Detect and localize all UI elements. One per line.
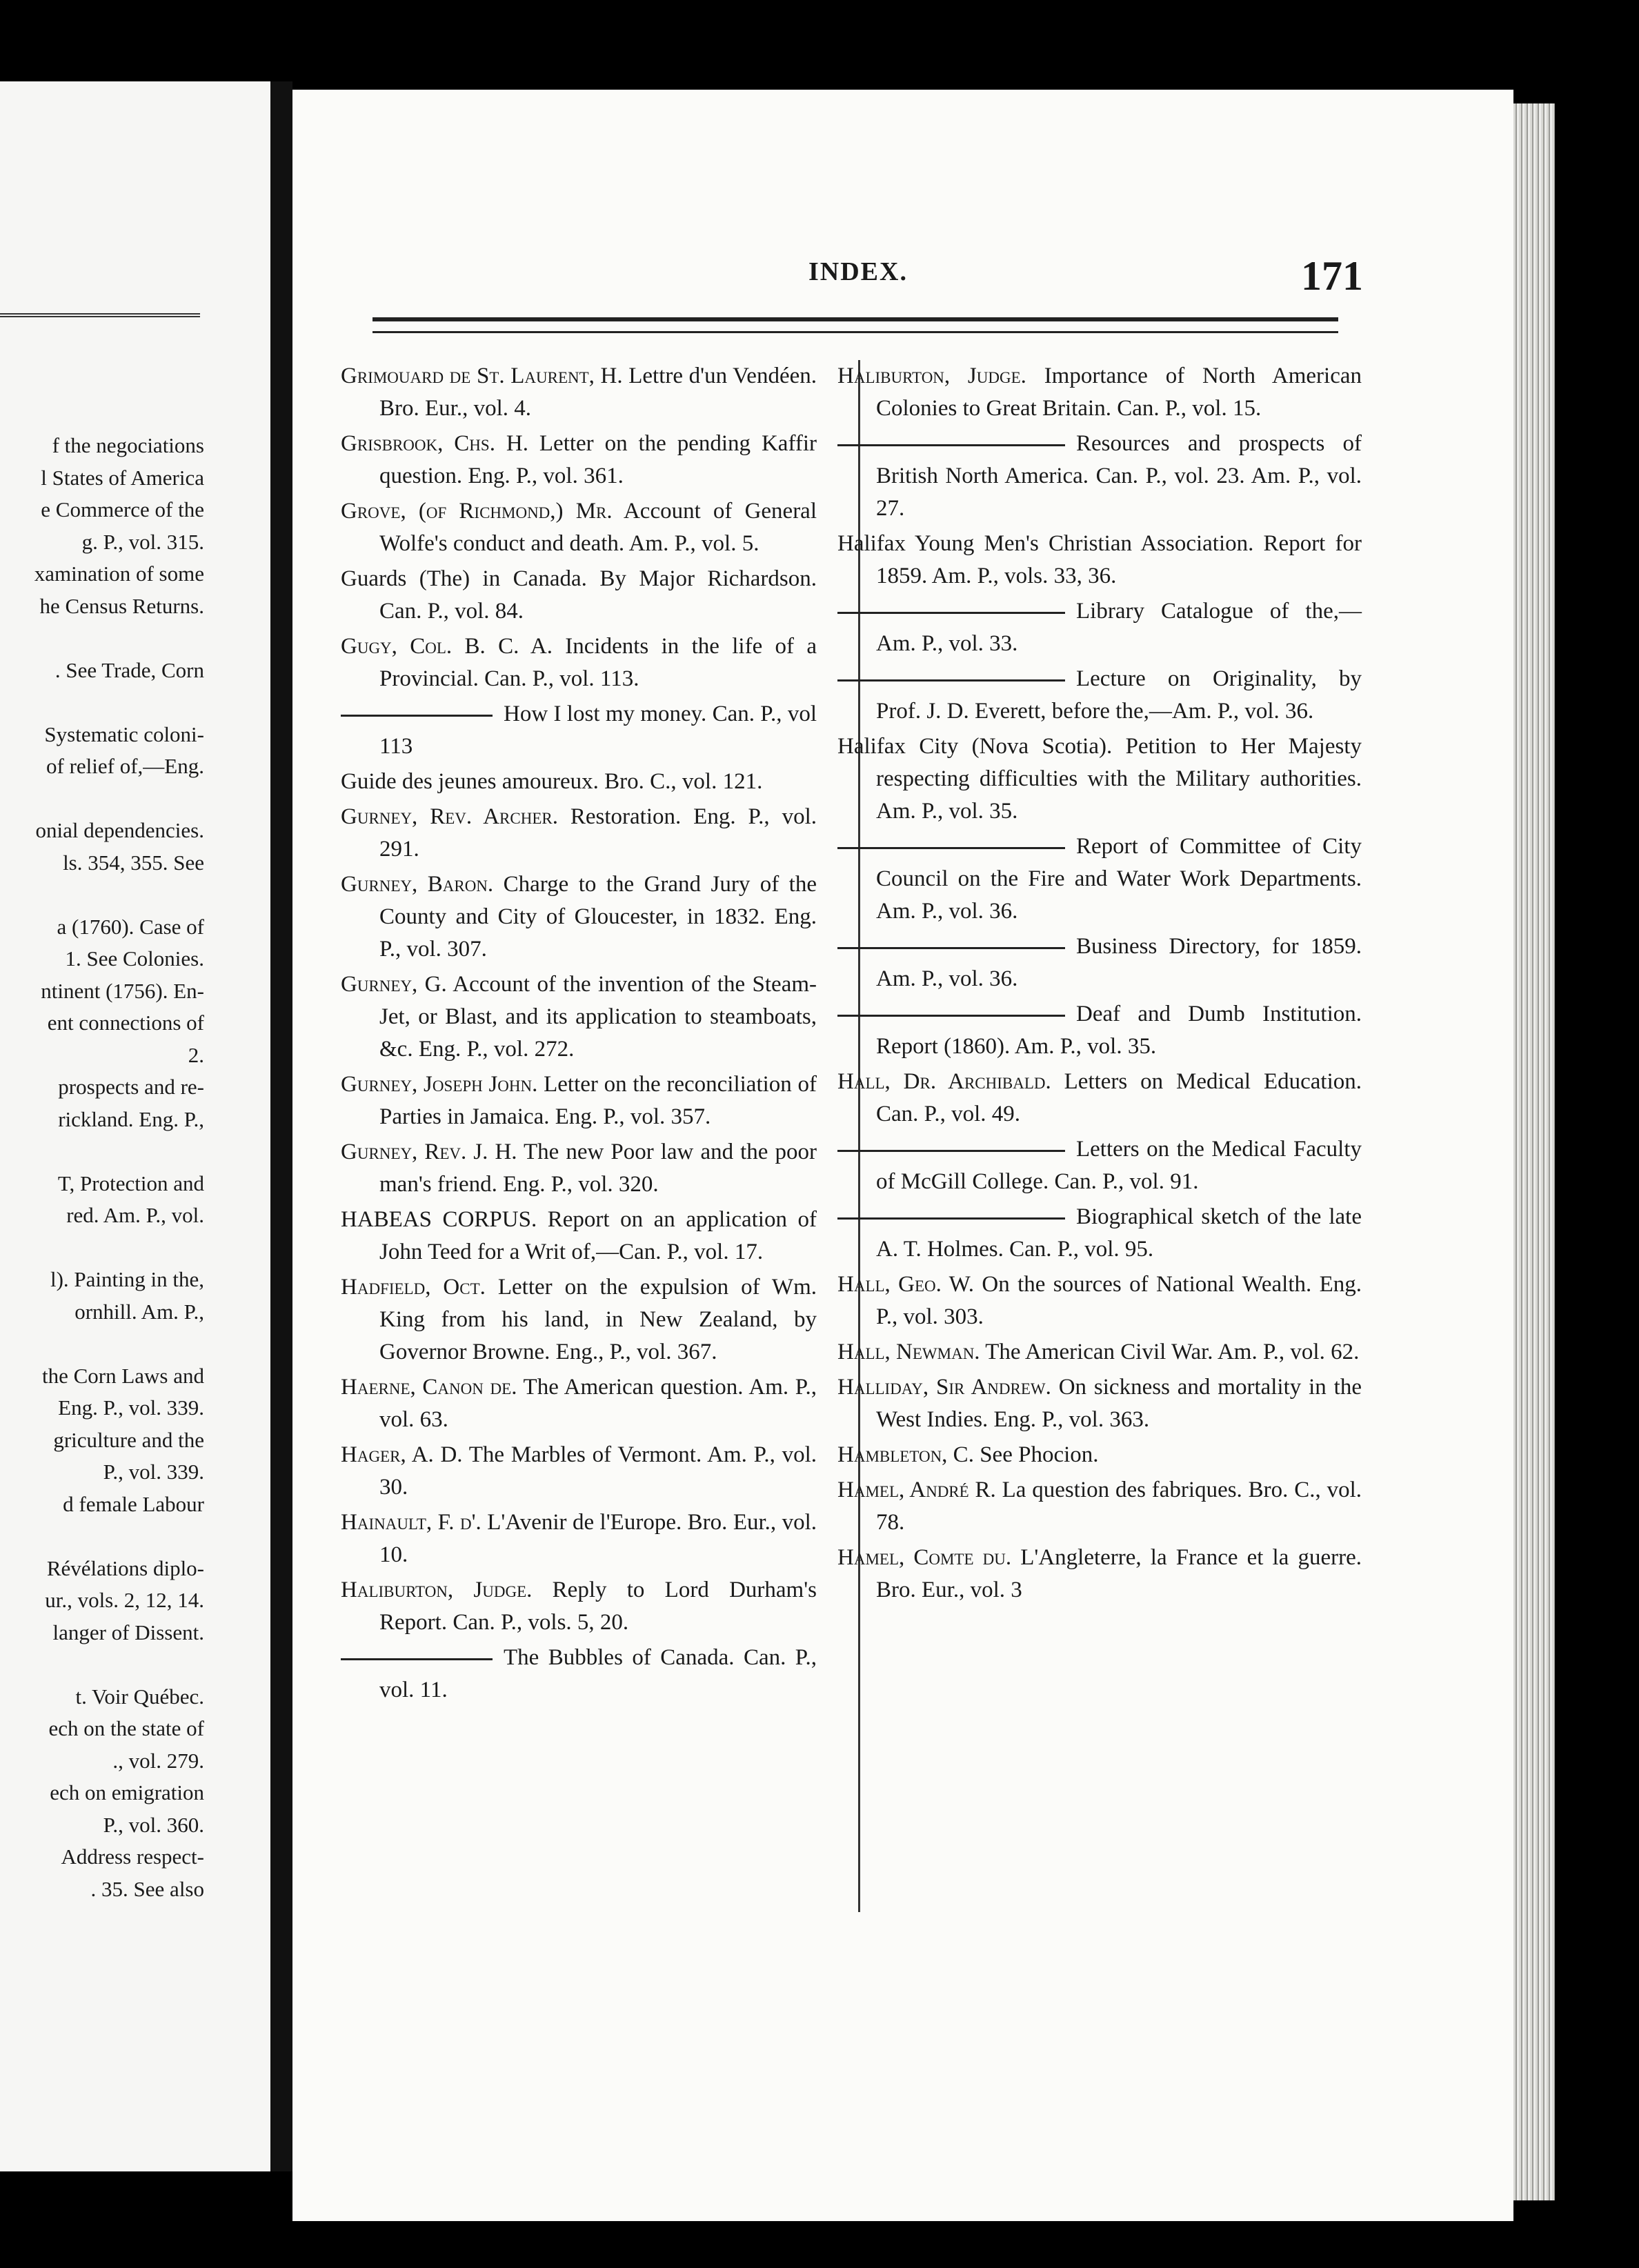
index-entry <box>837 1336 1362 1369</box>
left-page-line: ls. 354, 355. See <box>63 850 204 875</box>
index-entry <box>837 1542 1362 1606</box>
index-entry <box>341 1271 817 1369</box>
index-entry <box>341 1506 817 1571</box>
index-entry <box>837 830 1362 928</box>
entry-text: Letter on the expulsion of Wm. King from his land, in New Zealand, by Governor Browne. Eng., P., vol. 367. <box>379 1275 817 1364</box>
page-edges <box>1513 103 1555 2200</box>
entry-text: Deaf and Dumb Institution. Report (1860). Am. P., vol. 35. <box>876 1002 1362 1059</box>
entry-text: On the sources of National Wealth. Eng. P., vol. 303. <box>876 1272 1362 1329</box>
index-entry <box>341 968 817 1066</box>
book-gutter <box>270 81 292 2171</box>
ditto-dash <box>837 612 1065 614</box>
left-page-line: ur., vols. 2, 12, 14. <box>45 1588 204 1612</box>
entry-text: Lecture on Originality, by Prof. J. D. Everett, before the,—Am. P., vol. 36. <box>876 666 1362 724</box>
entry-text: Guide des jeunes amoureux. Bro. C., vol. 121. <box>341 769 763 794</box>
entry-text: On sickness and mortality in the West Indies. Eng. P., vol. 363. <box>876 1375 1362 1432</box>
left-page-line: . 35. See also <box>90 1876 204 1901</box>
entry-text: Biographical sketch of the late A. T. Holmes. Can. P., vol. 95. <box>876 1204 1362 1262</box>
entry-name: Gurney, G. <box>341 972 447 997</box>
left-page-line: l States of America <box>41 465 204 490</box>
left-page-line: onial dependencies. <box>35 818 204 842</box>
index-entry <box>837 663 1362 728</box>
entry-name: Haliburton, Judge. <box>837 364 1026 388</box>
entry-name: Grisbrook, Chs. H. <box>341 431 528 456</box>
entry-text: Account of General Wolfe's conduct and death. Am. P., vol. 5. <box>379 499 817 556</box>
entry-text: See Phocion. <box>980 1442 1099 1467</box>
index-entry <box>341 1136 817 1201</box>
left-page-line: xamination of some <box>34 561 204 586</box>
index-entry <box>341 868 817 966</box>
entry-text: Letter on the pending Kaffir question. Eng. P., vol. 361. <box>379 431 817 488</box>
entry-name: Haerne, Canon de. <box>341 1375 517 1400</box>
left-page-line: g. P., vol. 315. <box>81 529 204 554</box>
left-page-line: prospects and re- <box>58 1075 204 1099</box>
entry-text: Halifax Young Men's Christian Association. Report for 1859. Am. P., vols. 33, 36. <box>837 531 1362 588</box>
left-page-line: f the negociations <box>52 433 204 457</box>
entry-text: Reply to Lord Durham's Report. Can. P., vols. 5, 20. <box>379 1578 817 1635</box>
entry-text: Account of the invention of the Steam-Jet, or Blast, and its application to steamboats, &c. Eng. P., vol. 272. <box>379 972 817 1062</box>
entry-text: Halifax City (Nova Scotia). Petition to Her Majesty respecting difficulties with the Military authorities. Am. P., vol. 35. <box>837 734 1362 824</box>
left-page-line: he Census Returns. <box>39 593 204 618</box>
entry-name: Grimouard de St. Laurent, H. <box>341 364 623 388</box>
ditto-dash <box>837 847 1065 849</box>
left-page-line: P., vol. 360. <box>103 1812 204 1837</box>
entry-text: L'Angleterre, la France et la guerre. Bro. Eur., vol. 3 <box>876 1545 1362 1602</box>
left-page-line: d female Labour <box>63 1491 204 1516</box>
ditto-dash <box>837 1015 1065 1017</box>
ditto-dash <box>837 444 1065 446</box>
index-entry <box>341 360 817 425</box>
left-page-rule <box>0 313 200 317</box>
entry-text: The Bubbles of Canada. Can. P., vol. 11. <box>379 1645 817 1702</box>
entry-name: Gurney, Joseph John. <box>341 1072 538 1097</box>
entry-text: Lettre d'un Vendéen. Bro. Eur., vol. 4. <box>379 364 817 421</box>
left-page-line: ntinent (1756). En- <box>41 978 204 1003</box>
index-entry <box>341 1642 817 1707</box>
entry-text: Report of Committee of City Council on the Fire and Water Work Departments. Am. P., vol. 36. <box>876 834 1362 924</box>
left-page-line: the Corn Laws and <box>41 1363 204 1388</box>
entry-text: La question des fabriques. Bro. C., vol. 78. <box>876 1478 1362 1535</box>
left-page-line: rickland. Eng. P., <box>58 1106 204 1131</box>
entry-name: Hamel, André R. <box>837 1478 996 1502</box>
left-page-line: ech on emigration <box>50 1780 204 1804</box>
left-page <box>0 81 270 2171</box>
entry-text: Library Catalogue of the,—Am. P., vol. 33. <box>876 599 1362 656</box>
ditto-dash <box>341 1658 493 1660</box>
entry-name: Hall, Geo. W. <box>837 1272 975 1297</box>
entry-text: Resources and prospects of British North America. Can. P., vol. 23. Am. P., vol. 27. <box>876 431 1362 521</box>
header-rule <box>372 317 1338 333</box>
index-entry <box>837 528 1362 593</box>
left-page-line: griculture and the <box>53 1427 204 1452</box>
page-title: INDEX. <box>808 257 908 286</box>
left-page-line: t. Voir Québec. <box>75 1684 204 1709</box>
index-entry <box>341 495 817 560</box>
entry-name: Hainault, F. d'. <box>341 1510 481 1535</box>
entry-name: Gurney, Baron. <box>341 872 494 897</box>
index-column-left <box>341 360 817 1709</box>
index-entry <box>341 630 817 695</box>
left-page-line: ., vol. 279. <box>112 1748 204 1773</box>
entry-text: How I lost my money. Can. P., vol 113 <box>379 702 817 759</box>
left-page-line: T, Protection and <box>57 1171 204 1195</box>
ditto-dash <box>837 1217 1065 1220</box>
index-entry <box>341 801 817 866</box>
index-entry <box>837 931 1362 995</box>
index-entry <box>837 730 1362 828</box>
index-entry <box>341 1371 817 1436</box>
index-entry <box>837 428 1362 525</box>
entry-name: Hall, Dr. Archibald. <box>837 1069 1051 1094</box>
entry-text: The American question. Am. P., vol. 63. <box>379 1375 817 1432</box>
left-page-line: 2. <box>188 1042 204 1067</box>
ditto-dash <box>837 1150 1065 1152</box>
index-entry <box>837 595 1362 660</box>
left-page-line: of relief of,—Eng. <box>46 754 204 778</box>
index-entry <box>341 563 817 628</box>
ditto-dash <box>837 947 1065 949</box>
entry-name: Gurney, Rev. J. H. <box>341 1140 517 1164</box>
index-entry <box>837 998 1362 1063</box>
index-entry <box>341 1439 817 1504</box>
index-entry <box>837 1133 1362 1198</box>
entry-name: Gurney, Rev. Archer. <box>341 804 558 829</box>
entry-text: HABEAS CORPUS. Report on an application of John Teed for a Writ of,—Can. P., vol. 17. <box>341 1207 817 1264</box>
left-page-line: Eng. P., vol. 339. <box>58 1395 204 1420</box>
entry-text: Letters on the Medical Faculty of McGill College. Can. P., vol. 91. <box>876 1137 1362 1194</box>
entry-text: Letters on Medical Education. Can. P., vol. 49. <box>876 1069 1362 1126</box>
index-entry <box>837 360 1362 425</box>
left-page-line: l). Painting in the, <box>50 1267 204 1291</box>
entry-name: Hall, Newman. <box>837 1340 980 1364</box>
ditto-dash <box>341 715 493 717</box>
left-page-line: ornhill. Am. P., <box>74 1299 204 1324</box>
left-page-line: Révélations diplo- <box>46 1555 204 1580</box>
left-page-line: ent connections of <box>47 1011 204 1035</box>
entry-text: Guards (The) in Canada. By Major Richardson. Can. P., vol. 84. <box>341 566 817 624</box>
left-page-line: ech on the state of <box>48 1716 204 1740</box>
entry-name: Grove, (of Richmond,) Mr. <box>341 499 613 524</box>
left-page-line: Systematic coloni- <box>44 722 204 746</box>
entry-text: Incidents in the life of a Provincial. Can. P., vol. 113. <box>379 634 817 691</box>
left-page-line: a (1760). Case of <box>57 914 204 939</box>
index-entry <box>837 1474 1362 1539</box>
entry-text: L'Avenir de l'Europe. Bro. Eur., vol. 10. <box>379 1510 817 1567</box>
page-number: 171 <box>1301 253 1363 299</box>
left-page-line: 1. See Colonies. <box>65 946 204 971</box>
entry-text: Business Directory, for 1859. Am. P., vol. 36. <box>876 934 1362 991</box>
index-entry <box>837 1201 1362 1266</box>
index-entry <box>341 698 817 763</box>
entry-name: Halliday, Sir Andrew. <box>837 1375 1051 1400</box>
left-page-line: P., vol. 339. <box>103 1460 204 1484</box>
left-page-line: Address respect- <box>61 1844 204 1869</box>
index-entry <box>837 1269 1362 1333</box>
ditto-dash <box>837 679 1065 682</box>
entry-name: Haliburton, Judge. <box>341 1578 533 1602</box>
left-page-line: e Commerce of the <box>41 497 204 521</box>
index-column-right <box>837 360 1362 1609</box>
index-entry <box>341 1204 817 1269</box>
index-entry <box>341 428 817 493</box>
index-entry <box>341 1574 817 1639</box>
entry-name: Hambleton, C. <box>837 1442 974 1467</box>
index-entry <box>837 1371 1362 1436</box>
entry-text: Importance of North American Colonies to Great Britain. Can. P., vol. 15. <box>876 364 1362 421</box>
entry-text: The Marbles of Vermont. Am. P., vol. 30. <box>379 1442 817 1500</box>
entry-name: Hager, A. D. <box>341 1442 463 1467</box>
entry-name: Gugy, Col. B. C. A. <box>341 634 553 659</box>
entry-text: The new Poor law and the poor man's friend. Eng. P., vol. 320. <box>379 1140 817 1197</box>
left-page-line: red. Am. P., vol. <box>66 1203 204 1227</box>
index-entry <box>341 766 817 798</box>
index-entry <box>837 1439 1362 1471</box>
entry-text: Restoration. Eng. P., vol. 291. <box>379 804 817 862</box>
left-page-line: langer of Dissent. <box>52 1620 204 1644</box>
index-entry <box>837 1066 1362 1131</box>
left-page-line: . See Trade, Corn <box>54 657 204 682</box>
entry-text: Letter on the reconciliation of Parties in Jamaica. Eng. P., vol. 357. <box>379 1072 817 1129</box>
entry-name: Hadfield, Oct. <box>341 1275 486 1300</box>
entry-text: The American Civil War. Am. P., vol. 62. <box>985 1340 1360 1364</box>
entry-text: Charge to the Grand Jury of the County and City of Gloucester, in 1832. Eng. P., vol. 307. <box>379 872 817 962</box>
entry-name: Hamel, Comte du. <box>837 1545 1012 1570</box>
index-entry <box>341 1068 817 1133</box>
